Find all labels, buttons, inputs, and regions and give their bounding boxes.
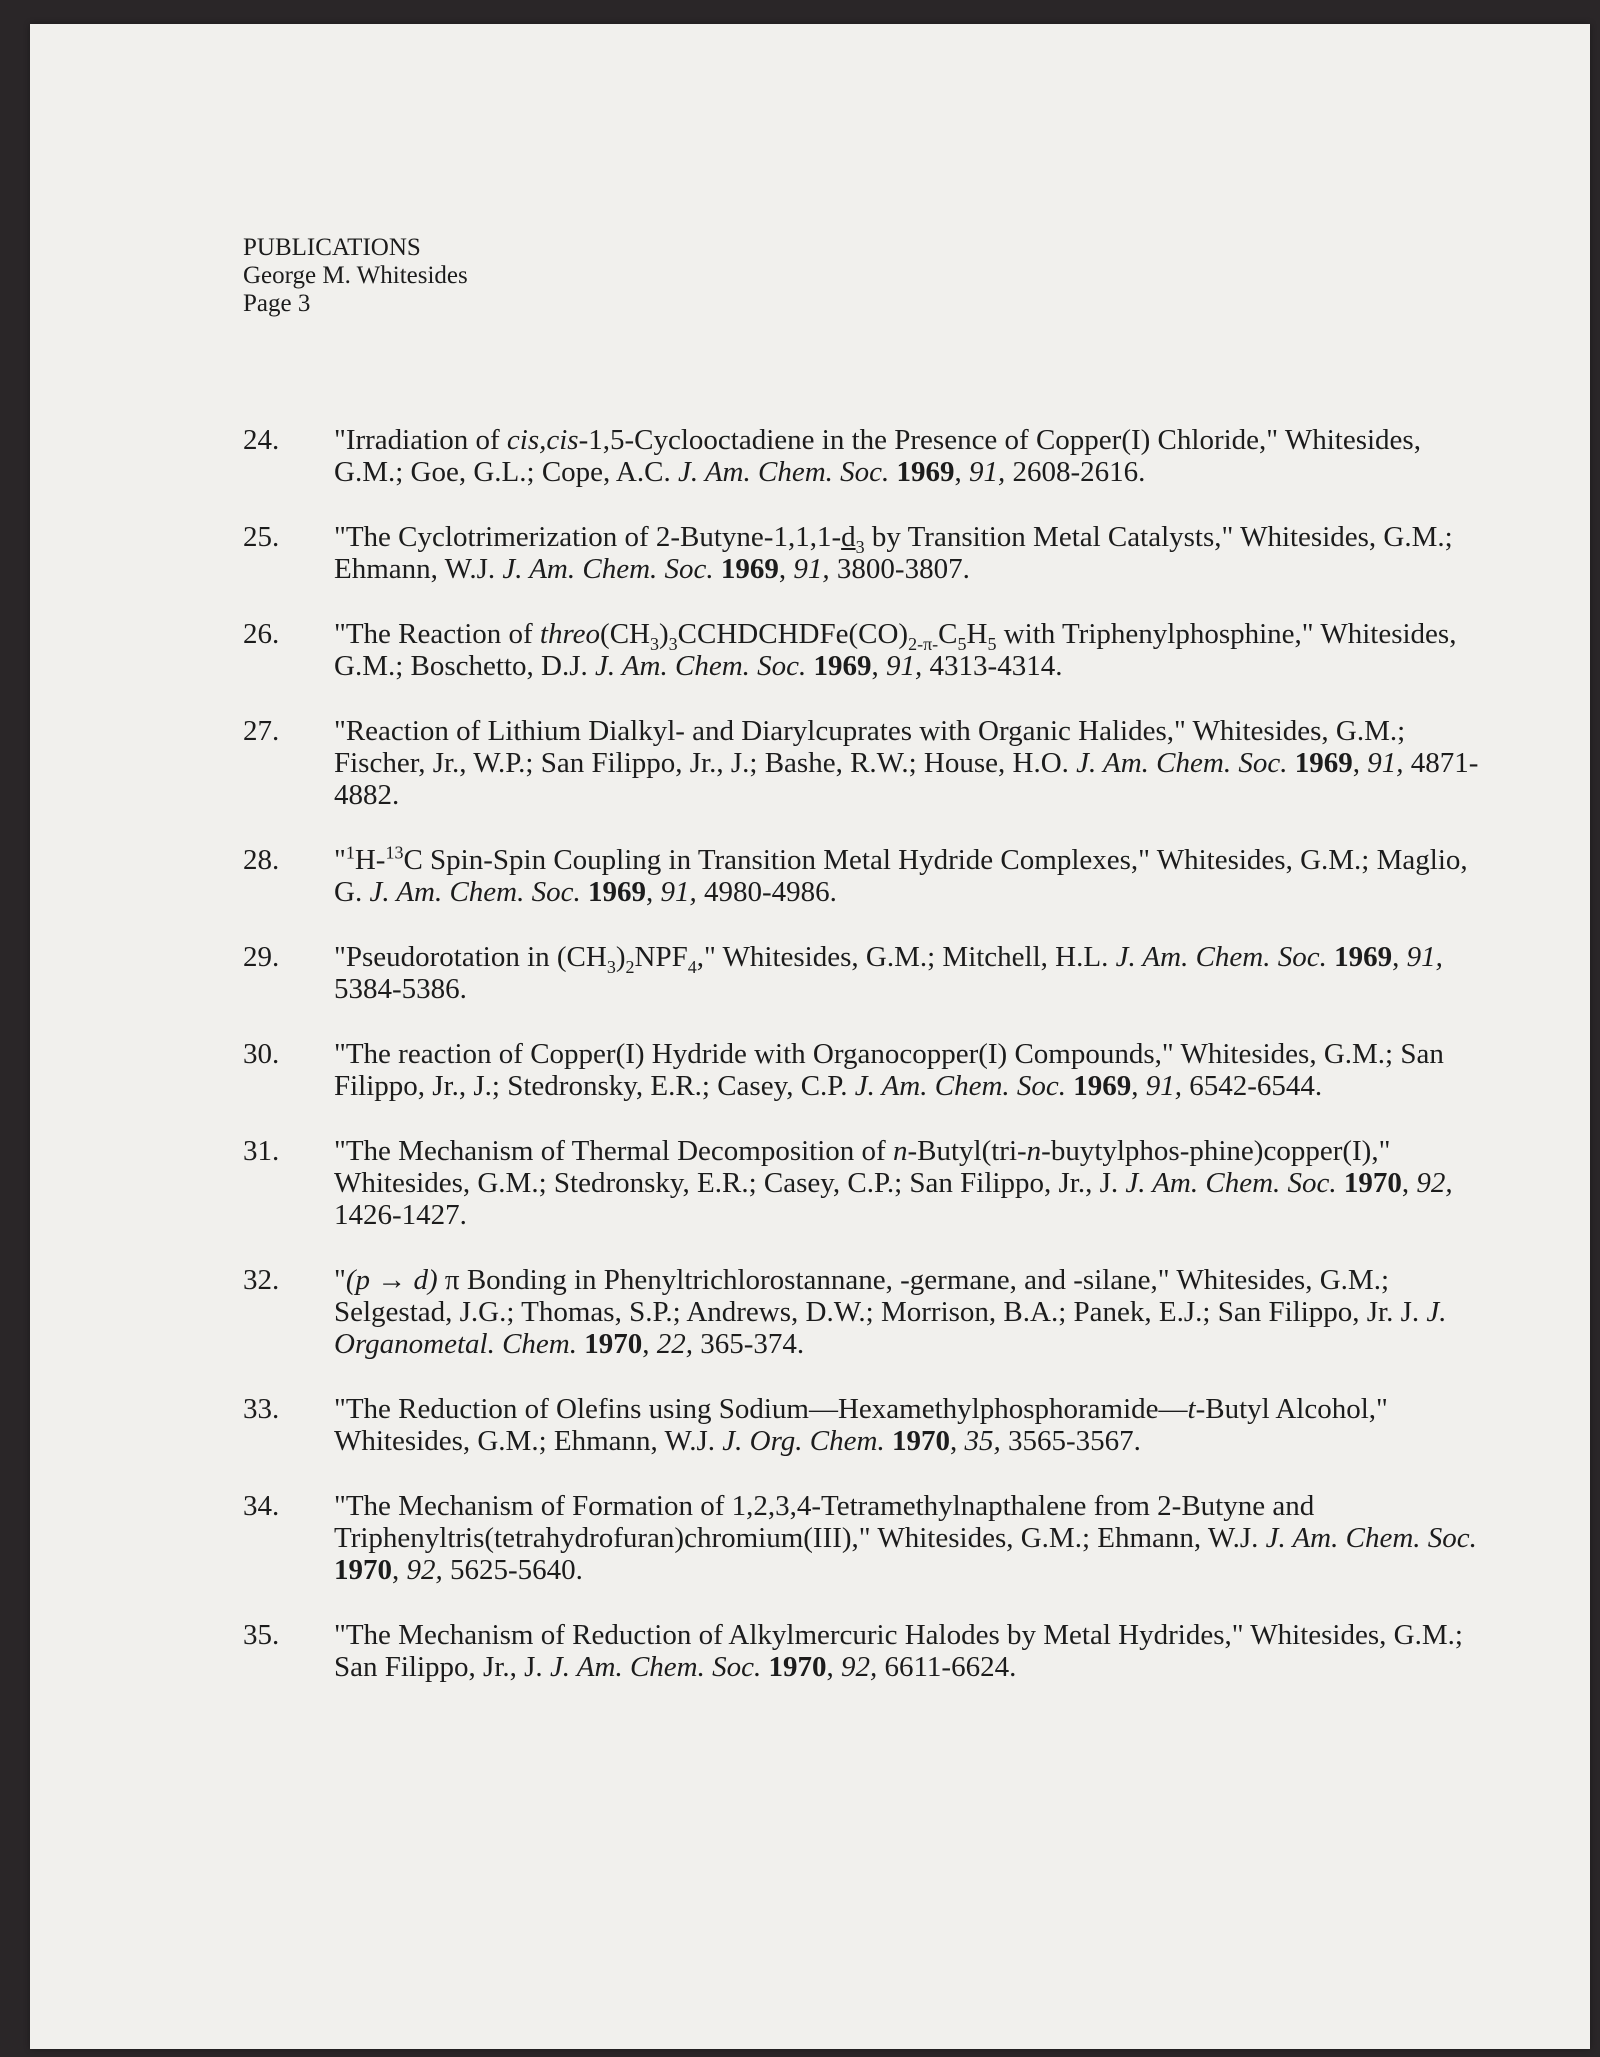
entry-citation: "Irradiation of cis,cis-1,5-Cyclooctadiene in the Presence of Copper(I) Chloride," Whitesides, G.M.; Goe, G.L.; Cope, A.C. J. Am. Chem. Soc. 1969, 91, 2608-2616.	[334, 424, 1421, 488]
publication-entry-27	[243, 715, 1483, 811]
page-header	[243, 234, 468, 318]
entry-number: 33.	[243, 1393, 280, 1425]
entry-number: 26.	[243, 618, 280, 650]
publication-entry-32	[243, 1264, 1483, 1360]
entry-number: 32.	[243, 1264, 280, 1296]
publication-entry-29	[243, 941, 1483, 1005]
entry-citation: "Pseudorotation in $(CH_3)_2NPF_4$," Whitesides, G.M.; Mitchell, H.L. J. Am. Chem. Soc. 1969, 91, 5384-5386.	[334, 941, 1443, 1005]
entry-number: 24.	[243, 424, 280, 456]
publication-entry-26	[243, 618, 1483, 682]
entry-number: 27.	[243, 715, 280, 747]
entry-number: 35.	[243, 1619, 280, 1651]
publication-entry-28	[243, 844, 1483, 908]
header-author: George M. Whitesides	[243, 262, 468, 289]
document-page	[30, 24, 1590, 2049]
entry-citation: "The Reduction of Olefins using Sodium—Hexamethylphosphoramide—t-Butyl Alcohol," Whitesides, G.M.; Ehmann, W.J. J. Org. Chem. 1970, 35, 3565-3567.	[334, 1393, 1388, 1457]
entry-citation: "The Mechanism of Formation of 1,2,3,4-Tetramethylnapthalene from 2-Butyne and Triphenyltris(tetrahydrofuran)chromium(III)," Whitesides, G.M.; Ehmann, W.J. J. Am. Chem. Soc. 1970, 92, 5625-5640.	[334, 1490, 1477, 1586]
publication-entry-35	[243, 1619, 1483, 1683]
publication-entry-31	[243, 1135, 1483, 1231]
entry-citation: "The Reaction of $threo(CH_3)_3CCHDCHDFe(CO)_{2-\pi-}C_5H_5$ with Triphenylphosphine," Whitesides, G.M.; Boschetto, D.J. J. Am. Chem. Soc. 1969, 91, 4313-4314.	[334, 618, 1457, 682]
entry-number: 30.	[243, 1038, 280, 1070]
entry-number: 28.	[243, 844, 280, 876]
entry-citation: "The Cyclotrimerization of $2-Butyne-1,1,1-d_3$ by Transition Metal Catalysts," Whitesides, G.M.; Ehmann, W.J. J. Am. Chem. Soc. 1969, 91, 3800-3807.	[334, 521, 1453, 585]
header-title: PUBLICATIONS	[243, 234, 421, 261]
entry-citation: "The Mechanism of Reduction of Alkylmercuric Halodes by Metal Hydrides," Whitesides, G.M.; San Filippo, Jr., J. J. Am. Chem. Soc. 1970, 92, 6611-6624.	[334, 1619, 1463, 1683]
publication-list	[243, 424, 1483, 1716]
entry-number: 34.	[243, 1490, 280, 1522]
entry-number: 31.	[243, 1135, 280, 1167]
entry-number: 29.	[243, 941, 280, 973]
entry-citation: "The Mechanism of Thermal Decomposition of n-Butyl(tri-n-buytylphos-phine)copper(I)," Whitesides, G.M.; Stedronsky, E.R.; Casey, C.P.; San Filippo, Jr., J. J. Am. Chem. Soc. 1970, 92, 1426-1427.	[334, 1135, 1453, 1231]
publication-entry-33	[243, 1393, 1483, 1457]
entry-citation: "(p → d) π Bonding in Phenyltrichlorostannane, -germane, and -silane," Whitesides, G.M.; Selgestad, J.G.; Thomas, S.P.; Andrews, D.W.; Morrison, B.A.; Panek, E.J.; San Filippo, Jr. J. J. Organometal. Chem. 1970, 22, 365-374.	[334, 1264, 1447, 1360]
publication-entry-30	[243, 1038, 1483, 1102]
header-page-number: Page 3	[243, 290, 311, 317]
entry-citation: "Reaction of Lithium Dialkyl- and Diarylcuprates with Organic Halides," Whitesides, G.M.; Fischer, Jr., W.P.; San Filippo, Jr., J.; Bashe, R.W.; House, H.O. J. Am. Chem. Soc. 1969, 91, 4871-4882.	[334, 715, 1479, 811]
entry-citation: "$^1$H-$^{13}$C Spin-Spin Coupling in Transition Metal Hydride Complexes," Whitesides, G.M.; Maglio, G. J. Am. Chem. Soc. 1969, 91, 4980-4986.	[334, 842, 1468, 908]
publication-entry-24	[243, 424, 1483, 488]
entry-number: 25.	[243, 521, 280, 553]
entry-citation: "The reaction of Copper(I) Hydride with Organocopper(I) Compounds," Whitesides, G.M.; San Filippo, Jr., J.; Stedronsky, E.R.; Casey, C.P. J. Am. Chem. Soc. 1969, 91, 6542-6544.	[334, 1038, 1444, 1102]
publication-entry-34	[243, 1490, 1483, 1586]
publication-entry-25	[243, 521, 1483, 585]
